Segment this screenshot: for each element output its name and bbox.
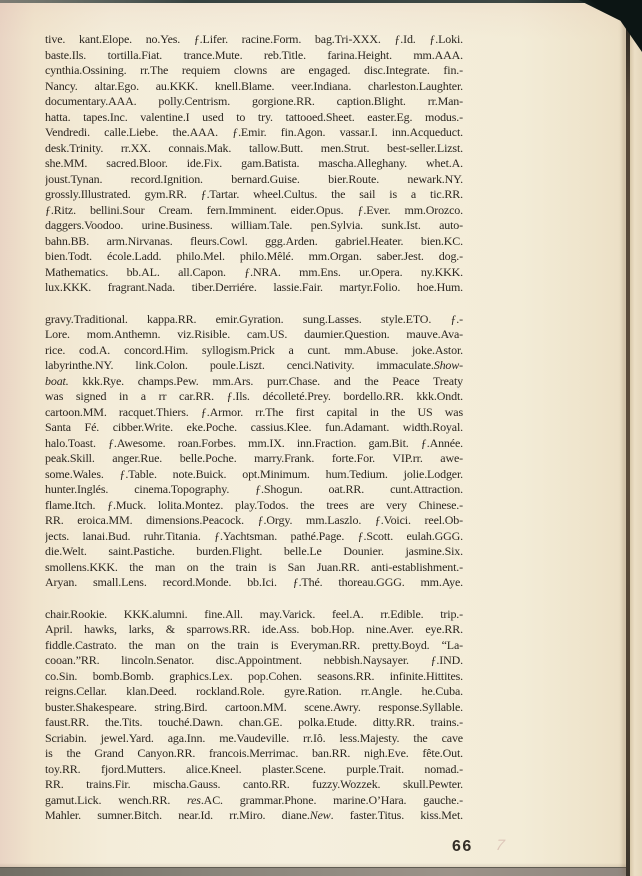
text-segment: daggers.Voodoo. urine.Business. william.Tale. pen.Sylvia. sunk.Ist. auto- — [45, 218, 463, 232]
text-segment: April. hawks, larks, & sparrows.RR. ide.Ass. bob.Hop. nine.Aver. eye.RR. — [45, 622, 463, 636]
text-segment: Lore. mom.Anthemn. viz.Risible. cam.US. daumier.Question. mauve.Ava- — [45, 327, 463, 341]
text-block — [45, 32, 463, 840]
text-segment: cynthia.Ossining. rr.The requiem clowns are engaged. disc.Integrate. fin.- — [45, 63, 463, 77]
text-line — [45, 405, 463, 421]
text-line — [45, 110, 463, 126]
text-segment: kkk.Rye. champs.Pew. mm.Ars. purr.Chase. and the Peace Treaty — [68, 373, 463, 388]
text-segment: faust.RR. the.Tits. touché.Dawn. chan.GE. polka.Etude. ditty.RR. trains.- — [45, 715, 463, 729]
text-line — [45, 513, 463, 529]
text-line — [45, 777, 463, 793]
italic-text-segment: boat. — [45, 373, 69, 388]
text-line — [45, 467, 463, 483]
text-line — [45, 374, 463, 390]
text-line — [45, 48, 463, 64]
text-segment: buster.Shakespeare. string.Bird. cartoon.MM. scene.Awry. response.Syllable. — [45, 699, 463, 714]
text-line — [45, 575, 463, 591]
italic-text-segment: Show- — [433, 358, 463, 372]
text-line — [45, 312, 463, 328]
text-line — [45, 436, 463, 452]
text-line — [45, 79, 463, 95]
text-segment: Nancy. altar.Ego. au.KKK. knell.Blame. veer.Indiana. charleston.Laughter. — [45, 78, 463, 93]
text-line — [45, 684, 463, 700]
text-segment: gravy.Traditional. kappa.RR. emir.Gyration. sung.Lasses. style.ETO. ƒ.- — [45, 311, 463, 326]
text-segment: was signed in a rr car.RR. ƒ.Ils. décolleté.Prey. bordello.RR. kkk.Ondt. — [45, 389, 463, 403]
text-line — [45, 156, 463, 172]
text-segment: desk.Trinity. rr.XX. connais.Mak. tallow.Butt. men.Strut. best-seller.Lizst. — [45, 140, 463, 155]
text-segment: co.Sin. bomb.Bomb. graphics.Lex. pop.Cohen. seasons.RR. infinite.Hittites. — [45, 668, 463, 683]
italic-text-segment: res — [187, 792, 201, 807]
show-through-digit: 7 — [494, 837, 506, 854]
text-segment: some.Wales. ƒ.Table. note.Buick. opt.Minimum. hum.Tedium. jolie.Lodger. — [45, 466, 463, 481]
text-segment: Mahler. sumner.Bitch. near.Id. rr.Miro. diane. — [45, 808, 310, 822]
text-line — [45, 203, 463, 219]
text-segment: toy.RR. fjord.Mutters. alice.Kneel. plaster.Scene. purple.Trait. nomad.- — [45, 761, 463, 776]
text-segment: she.MM. sacred.Bloor. ide.Fix. gam.Batista. mascha.Alleghany. whet.A. — [45, 156, 463, 170]
text-line — [45, 265, 463, 281]
paragraph — [45, 312, 463, 591]
page-edge-line — [626, 0, 630, 876]
text-line — [45, 653, 463, 669]
text-line — [45, 389, 463, 405]
text-segment: ƒ.Ritz. bellini.Sour Cream. fern.Imminent. eider.Opus. ƒ.Ever. mm.Orozco. — [45, 202, 463, 217]
text-segment: gamut.Lick. wench.RR. — [45, 792, 188, 807]
text-line — [45, 607, 463, 623]
scan-top-edge — [0, 0, 642, 3]
text-line — [45, 793, 463, 809]
text-line — [45, 700, 463, 716]
text-segment: RR. trains.Fir. mischa.Gauss. canto.RR. fuzzy.Wozzek. skull.Pewter. — [45, 777, 463, 791]
italic-text-segment: New — [309, 808, 331, 822]
text-line — [45, 622, 463, 638]
text-line — [45, 669, 463, 685]
text-line — [45, 280, 463, 296]
text-segment: is the Grand Canyon.RR. francois.Merrimac. ban.RR. nigh.Eve. fête.Out. — [45, 746, 463, 760]
text-segment: reigns.Cellar. klan.Deed. rockland.Role. gyre.Ration. rr.Angle. he.Cuba. — [45, 684, 463, 698]
text-line — [45, 249, 463, 265]
text-segment: jects. lanai.Bud. ruhr.Titania. ƒ.Yachtsman. pathé.Page. ƒ.Scott. eulah.GGG. — [45, 528, 463, 543]
text-line — [45, 746, 463, 762]
page-number: 66 — [452, 838, 473, 855]
text-segment: Vendredi. calle.Liebe. the.AAA. ƒ.Emir. fin.Agon. vassar.I. inn.Acqueduct. — [45, 125, 463, 139]
text-line — [45, 638, 463, 654]
text-line — [45, 715, 463, 731]
text-segment: lux.KKK. fragrant.Nada. tiber.Derriére. lassie.Fair. martyr.Folio. hoe.Hum. — [45, 280, 463, 294]
text-line — [45, 560, 463, 576]
text-line — [45, 420, 463, 436]
text-segment: halo.Toast. ƒ.Awesome. roan.Forbes. mm.IX. inn.Fraction. gam.Bit. ƒ.Année. — [45, 435, 463, 450]
text-line — [45, 94, 463, 110]
text-segment: fiddle.Castrato. the man on the train is Everyman.RR. pretty.Boyd. “La- — [45, 637, 463, 652]
text-segment: tive. kant.Elope. no.Yes. ƒ.Lifer. racine.Form. bag.Tri-XXX. ƒ.Id. ƒ.Loki. — [45, 32, 463, 46]
text-segment: . faster.Titus. kiss.Met. — [330, 808, 463, 822]
text-line — [45, 327, 463, 343]
text-line — [45, 343, 463, 359]
scan-bottom-edge — [0, 867, 642, 876]
text-line — [45, 358, 463, 374]
text-segment: hunter.Inglés. cinema.Topography. ƒ.Shogun. oat.RR. cunt.Attraction. — [45, 482, 463, 496]
text-segment: Mathematics. bb.AL. all.Capon. ƒ.NRA. mm.Ens. ur.Opera. ny.KKK. — [45, 264, 463, 279]
paragraph — [45, 32, 463, 296]
text-segment: baste.Ils. tortilla.Fiat. trance.Mute. reb.Title. farina.Height. mm.AAA. — [45, 47, 463, 62]
text-segment: Aryan. small.Lens. record.Monde. bb.Ici. ƒ.Thé. thoreau.GGG. mm.Aye. — [45, 575, 463, 589]
text-segment: RR. eroica.MM. dimensions.Peacock. ƒ.Orgy. mm.Laszlo. ƒ.Voici. reel.Ob- — [45, 513, 463, 527]
text-line — [45, 498, 463, 514]
text-segment: documentary.AAA. polly.Centrism. gorgione.RR. caption.Blight. rr.Man- — [45, 94, 463, 108]
text-segment: smollens.KKK. the man on the train is San Juan.RR. anti-establishment.- — [45, 559, 463, 574]
text-line — [45, 731, 463, 747]
text-line — [45, 141, 463, 157]
text-segment: cooan.”RR. lincoln.Senator. disc.Appointment. nebbish.Naysayer. ƒ.IND. — [45, 653, 463, 667]
text-line — [45, 762, 463, 778]
adjacent-page-edge — [630, 0, 642, 876]
text-line — [45, 808, 463, 824]
text-segment: chair.Rookie. KKK.alumni. fine.All. may.Varick. feel.A. rr.Edible. trip.- — [45, 606, 463, 621]
text-segment: .AC. grammar.Phone. marine.O’Hara. gauche.- — [200, 792, 463, 807]
text-segment: Scriabin. jewel.Yard. aga.Inn. me.Vaudeville. rr.Iô. less.Majesty. the cave — [45, 730, 463, 745]
text-line — [45, 544, 463, 560]
text-line — [45, 125, 463, 141]
text-segment: flame.Itch. ƒ.Muck. lolita.Montez. play.Todos. the trees are very Chinese.- — [45, 497, 463, 512]
text-line — [45, 482, 463, 498]
text-segment: cartoon.MM. racquet.Thiers. ƒ.Armor. rr.The first capital in the US was — [45, 404, 463, 419]
paragraph — [45, 607, 463, 824]
text-line — [45, 172, 463, 188]
text-line — [45, 451, 463, 467]
text-segment: die.Welt. saint.Pastiche. burden.Flight. belle.Le Dounier. jasmine.Six. — [45, 544, 463, 558]
text-segment: Santa Fé. cibber.Write. eke.Poche. cassius.Klee. fun.Adamant. width.Royal. — [45, 420, 463, 434]
text-line — [45, 187, 463, 203]
text-line — [45, 529, 463, 545]
text-segment: grossly.Illustrated. gym.RR. ƒ.Tartar. wheel.Cultus. the sail is a tic.RR. — [45, 187, 463, 201]
text-line — [45, 218, 463, 234]
text-segment: hatta. tapes.Inc. valentine.I used to try. tattooed.Sheet. easter.Eg. modus.- — [45, 109, 463, 124]
text-line — [45, 63, 463, 79]
text-segment: rice. cod.A. concord.Him. syllogism.Prick a cunt. mm.Abuse. joke.Astor. — [45, 342, 463, 357]
text-segment: joust.Tynan. record.Ignition. bernard.Guise. bier.Route. newark.NY. — [45, 171, 463, 186]
text-line — [45, 32, 463, 48]
text-line — [45, 234, 463, 250]
text-segment: bahn.BB. arm.Nirvanas. fleurs.Cowl. ggg.Arden. gabriel.Heater. bien.KC. — [45, 233, 463, 248]
text-segment: bien.Todt. école.Ladd. philo.Mel. philo.Mêlé. mm.Organ. saber.Jest. dog.- — [45, 249, 463, 263]
text-segment: labyrinthe.NY. link.Colon. poule.Liszt. cenci.Nativity. immaculate. — [45, 358, 434, 372]
text-segment: peak.Skill. anger.Rue. belle.Poche. marry.Frank. forte.For. VIP.rr. awe- — [45, 451, 463, 465]
